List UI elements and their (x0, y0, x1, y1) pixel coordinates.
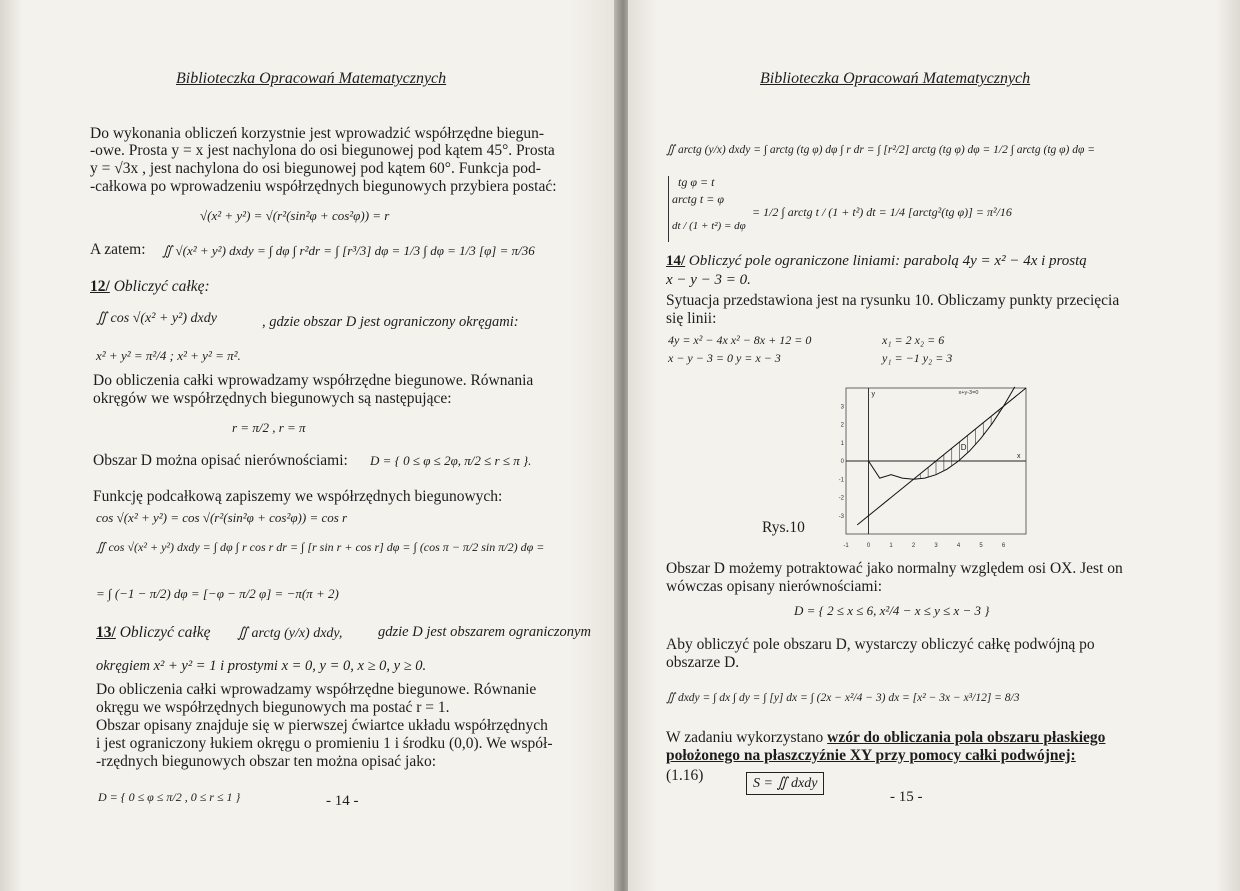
figure-caption: Rys.10 (762, 519, 805, 536)
task-13-integral: ∬ arctg (y/x) dxdy, (237, 626, 343, 641)
task-14-paragraph-1: Sytuacja przedstawiona jest na rysunku 10. Obliczamy punkty przecięcia (666, 292, 1120, 309)
task-13-title: Obliczyć całkę (119, 624, 211, 641)
task-12-number: 12/ (90, 278, 110, 295)
region-14: D = { 2 ≤ x ≤ 6, x²/4 − x ≤ y ≤ x − 3 } (794, 603, 990, 618)
task-14-paragraph-2: się linii: (666, 310, 717, 327)
task-13-description-2: okręgiem x² + y² = 1 i prostymi x = 0, y = 0, x ≥ 0, y ≥ 0. (96, 658, 427, 674)
task-13-heading (96, 624, 211, 642)
task-14-number: 14/ (666, 253, 686, 269)
circle-equations: x² + y² = π²/4 ; x² + y² = π². (96, 348, 241, 363)
task-14-paragraph-5: Aby obliczyć pole obszaru D, wystarczy obliczyć całkę podwójną po (666, 636, 1095, 653)
x-tick-label: 4 (956, 543, 961, 549)
page-header: Biblioteczka Opracowań Matematycznych (760, 70, 1031, 87)
equation-top: ∬ arctg (y/x) dxdy = ∫ arctg (tg φ) dφ ∫ r dr = ∫ [r²/2] arctg (tg φ) dφ = 1/2 ∫ arctg (tg φ) dφ = (666, 144, 1095, 156)
formula-box: S = ∬ dxdy (746, 772, 824, 795)
task-12-paragraph-3: Funkcję podcałkową zapiszemy we współrzędnych biegunowych: (93, 488, 503, 505)
region-inequalities: D = { 0 ≤ φ ≤ 2φ, π/2 ≤ r ≤ π }. (370, 453, 532, 468)
substitution-1: tg φ = t (678, 175, 715, 189)
task-14-paragraph-6: obszarze D. (666, 654, 740, 671)
series-line-2 (857, 388, 1026, 525)
intro-line-3: y = √3x , jest nachylona do osi biegunowej pod kątem 60°. Funkcja pod- (90, 160, 541, 177)
task-12-paragraph-2: okręgów we współrzędnych biegunowych są następujące: (93, 390, 452, 407)
task-14-paragraph-3: Obszar D możemy potraktować jako normalny względem osi OX. Jest on (666, 560, 1123, 577)
x-tick-label: -1 (843, 543, 849, 549)
task-12-heading (90, 278, 210, 296)
task-13-paragraph-1: Do obliczenia całki wprowadzamy współrzędne biegunowe. Równanie (96, 681, 537, 698)
substitution-2: arctg t = φ (672, 192, 724, 206)
page-number: - 14 - (326, 793, 359, 809)
task-14-title-2: x − y − 3 = 0. (666, 272, 751, 288)
left-page (0, 0, 618, 891)
equation-zatem: ∬ √(x² + y²) dxdy = ∫ dφ ∫ r²dr = ∫ [r³/3] dφ = 1/3 ∫ dφ = 1/3 [φ] = π/36 (162, 243, 535, 258)
right-page (628, 0, 1240, 891)
task-14-paragraph-7 (666, 729, 1105, 746)
equation-integral-2: = ∫ (−1 − π/2) dφ = [−φ − π/2 φ] = −π(π + 2) (96, 586, 339, 601)
x-tick-label: 3 (934, 543, 938, 549)
intro-line-2: -owe. Prosta y = x jest nachylona do osi biegunowej pod kątem 45°. Prosta (90, 142, 555, 159)
substitution-3: dt / (1 + t²) = dφ (672, 220, 746, 232)
page-number: - 15 - (890, 789, 923, 805)
x-tick-label: 6 (1001, 543, 1006, 549)
y-tick-label: -1 (838, 477, 844, 484)
task-12-title: Obliczyć całkę: (113, 278, 210, 295)
task-13-paragraph-5: -rzędnych biegunowych obszar ten można opisać jako: (96, 753, 437, 770)
paragraph-7-text: W zadaniu wykorzystano (666, 729, 828, 746)
intro-line-1: Do wykonania obliczeń korzystnie jest wprowadzić współrzędne biegun- (90, 125, 545, 142)
zatem-label: A zatem: (90, 241, 146, 258)
legend-label: x+y-3=0 (958, 390, 979, 396)
task-14-paragraph-4: wówczas opisany nierównościami: (666, 578, 883, 595)
equation-area: ∬ dxdy = ∫ dx ∫ dy = ∫ [y] dx = ∫ (2x − x²/4 − 3) dx = [x² − 3x − x³/12] = 8/3 (666, 692, 1020, 704)
paragraph-7-emphasis: wzór do obliczania pola obszaru płaskiego (827, 729, 1106, 746)
task-14-title: Obliczyć pole ograniczone liniami: parabolą 4y = x² − 4x i prostą (688, 253, 1087, 269)
task-13-region: D = { 0 ≤ φ ≤ π/2 , 0 ≤ r ≤ 1 } (98, 790, 241, 804)
task-13-paragraph-4: i jest ograniczony łukiem okręgu o promieniu 1 i środku (0,0). We współ- (96, 735, 553, 752)
solution-line-1: x₁ = 2 x₂ = 6 (882, 333, 945, 347)
formula-reference: (1.16) (666, 767, 704, 784)
task-13-description: gdzie D jest obszarem ograniczonym (378, 624, 591, 640)
equation-substitution: = 1/2 ∫ arctg t / (1 + t²) dt = 1/4 [arctg²(tg φ)] = π²/16 (752, 205, 1012, 219)
task-12-description: , gdzie obszar D jest ograniczony okręgami: (262, 314, 519, 330)
task-14-paragraph-8: położonego na płaszczyźnie XY przy pomocy całki podwójnej: (666, 747, 1076, 764)
equation-cos: cos √(x² + y²) = cos √(r²(sin²φ + cos²φ)) = cos r (96, 510, 348, 525)
y-tick-label: -2 (838, 495, 844, 502)
region-label: D (960, 443, 967, 453)
x-tick-label: 2 (911, 543, 916, 549)
system-line-1: 4y = x² − 4x x² − 8x + 12 = 0 (668, 333, 812, 347)
task-14-heading (666, 253, 1087, 270)
y-tick-label: 2 (840, 422, 844, 429)
task-13-paragraph-3: Obszar opisany znajduje się w pierwszej ćwiartce układu współrzędnych (96, 717, 548, 734)
equation-polar: √(x² + y²) = √(r²(sin²φ + cos²φ)) = r (200, 208, 390, 223)
x-tick-label: 5 (979, 543, 983, 549)
x-tick-label: 1 (889, 543, 893, 549)
region-text: Obszar D można opisać nierównościami: (93, 452, 348, 469)
page-header: Biblioteczka Opracowań Matematycznych (176, 70, 447, 87)
series-line-1 (869, 387, 1015, 479)
task-13-number: 13/ (96, 624, 116, 641)
x-axis-label: x (1017, 453, 1021, 460)
x-tick-label: 0 (866, 543, 871, 549)
task-13-paragraph-2: okręgu we współrzędnych biegunowych ma postać r = 1. (96, 699, 450, 716)
task-12-paragraph-1: Do obliczenia całki wprowadzamy współrzędne biegunowe. Równania (93, 372, 534, 389)
system-line-2: x − y − 3 = 0 y = x − 3 (668, 351, 781, 365)
y-tick-label: 3 (840, 404, 844, 411)
solution-line-2: y₁ = −1 y₂ = 3 (882, 351, 953, 365)
y-tick-label: 0 (840, 459, 844, 465)
y-tick-label: 1 (840, 440, 844, 447)
task-12-integral: ∬ cos √(x² + y²) dxdy (96, 311, 217, 326)
y-tick-label: -3 (838, 513, 844, 520)
y-axis-label: y (871, 391, 875, 398)
intro-line-4: -całkowa po wprowadzeniu współrzędnych biegunowych przybiera postać: (90, 178, 557, 195)
equation-integral-1: ∬ cos √(x² + y²) dxdy = ∫ dφ ∫ r cos r dr = ∫ [r sin r + cos r] dφ = ∫ (cos π − π/2 sin π/2) dφ = (96, 540, 545, 554)
radii-equations: r = π/2 , r = π (232, 420, 306, 435)
figure-10-plot (834, 380, 1034, 550)
